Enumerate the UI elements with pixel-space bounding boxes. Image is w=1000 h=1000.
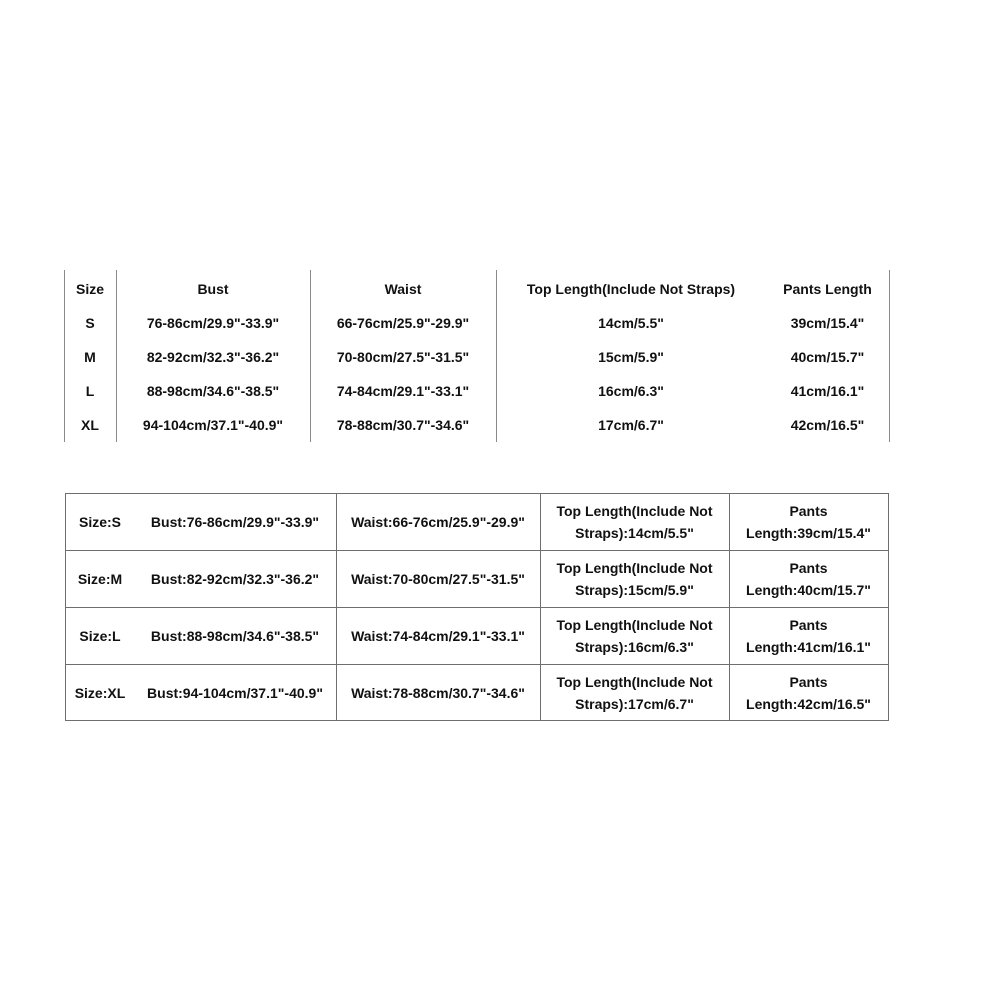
pants-length-line2: Length:39cm/15.4": [746, 525, 871, 541]
top-length-line2: Straps):15cm/5.9": [575, 582, 694, 598]
header-bust: Bust: [197, 281, 229, 297]
table-cell-pants-length: 40cm/15.7": [790, 349, 865, 365]
pants-length-line1: Pants: [789, 503, 828, 519]
table-cell-bust: 82-92cm/32.3"-36.2": [146, 349, 280, 365]
table-cell-size: L: [85, 383, 95, 399]
grid-cell-bust: Bust:76-86cm/29.9"-33.9": [150, 514, 320, 530]
top-length-line1: Top Length(Include Not: [556, 560, 713, 576]
size-chart-table-columns: [64, 270, 890, 442]
table-cell-bust: 94-104cm/37.1"-40.9": [142, 417, 284, 433]
top-length-line1: Top Length(Include Not: [556, 674, 713, 690]
table-cell-pants-length: 42cm/16.5": [790, 417, 865, 433]
pants-length-line2: Length:41cm/16.1": [746, 639, 871, 655]
top-length-line1: Top Length(Include Not: [556, 503, 713, 519]
top-length-line2: Straps):14cm/5.5": [575, 525, 694, 541]
grid-cell-bust: Bust:82-92cm/32.3"-36.2": [150, 571, 320, 587]
table-cell-waist: 70-80cm/27.5"-31.5": [336, 349, 470, 365]
table-cell-top-length: 16cm/6.3": [598, 383, 664, 399]
grid-cell-waist: Waist:78-88cm/30.7"-34.6": [351, 685, 525, 701]
grid-cell-bust: Bust:94-104cm/37.1"-40.9": [147, 685, 323, 701]
pants-length-line1: Pants: [789, 617, 828, 633]
header-top-length: Top Length(Include Not Straps): [526, 281, 736, 297]
grid-cell-size: Size:XL: [74, 685, 126, 701]
header-waist: Waist: [384, 281, 422, 297]
table-cell-size: M: [84, 349, 96, 365]
table-cell-waist: 74-84cm/29.1"-33.1": [336, 383, 470, 399]
table-cell-size: S: [85, 315, 95, 331]
grid-cell-pants-length: [729, 551, 888, 607]
grid-cell-size: Size:M: [77, 571, 123, 587]
table-cell-bust: 88-98cm/34.6"-38.5": [146, 383, 280, 399]
pants-length-line1: Pants: [789, 560, 828, 576]
pants-length-line2: Length:40cm/15.7": [746, 582, 871, 598]
table-cell-size: XL: [81, 417, 99, 433]
table-cell-pants-length: 41cm/16.1": [790, 383, 865, 399]
table-cell-pants-length: 39cm/15.4": [790, 315, 865, 331]
table-cell-waist: 78-88cm/30.7"-34.6": [336, 417, 470, 433]
grid-cell-waist: Waist:66-76cm/25.9"-29.9": [351, 514, 525, 530]
table-cell-top-length: 14cm/5.5": [598, 315, 664, 331]
size-chart-table-grid: [65, 493, 889, 721]
column-divider: [889, 270, 890, 442]
grid-cell-pants-length: [729, 494, 888, 550]
top-length-line2: Straps):16cm/6.3": [575, 639, 694, 655]
table-cell-waist: 66-76cm/25.9"-29.9": [336, 315, 470, 331]
grid-cell-waist: Waist:74-84cm/29.1"-33.1": [351, 628, 525, 644]
pants-length-line2: Length:42cm/16.5": [746, 696, 871, 712]
header-size: Size: [75, 281, 104, 297]
top-length-line1: Top Length(Include Not: [556, 617, 713, 633]
header-pants-length: Pants Length: [783, 281, 872, 297]
grid-cell-pants-length: [729, 608, 888, 664]
grid-cell-top-length: [540, 608, 729, 664]
grid-cell-waist: Waist:70-80cm/27.5"-31.5": [351, 571, 525, 587]
grid-cell-top-length: [540, 665, 729, 721]
grid-cell-top-length: [540, 494, 729, 550]
grid-cell-pants-length: [729, 665, 888, 721]
table-cell-bust: 76-86cm/29.9"-33.9": [146, 315, 280, 331]
table-cell-top-length: 17cm/6.7": [598, 417, 664, 433]
grid-cell-bust: Bust:88-98cm/34.6"-38.5": [150, 628, 320, 644]
grid-cell-size: Size:L: [79, 628, 121, 644]
top-length-line2: Straps):17cm/6.7": [575, 696, 694, 712]
grid-cell-size: Size:S: [78, 514, 121, 530]
pants-length-line1: Pants: [789, 674, 828, 690]
grid-cell-top-length: [540, 551, 729, 607]
table-cell-top-length: 15cm/5.9": [598, 349, 664, 365]
